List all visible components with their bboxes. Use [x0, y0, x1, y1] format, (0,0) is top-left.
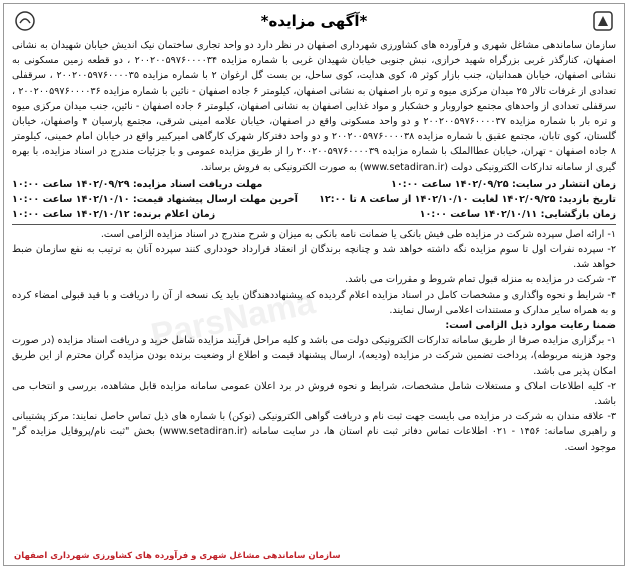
doc-deadline: مهلت دریافت اسناد مزایده: ۱۴۰۲/۰۹/۲۹ ساعت ۱۰:۰۰	[12, 178, 263, 190]
body-paragraph: سازمان ساماندهی مشاغل شهری و فرآورده های کشاورزی شهرداری اصفهان در نظر دارد دو واحد تجاری ساختمان نیک اندیش خیابان شهیدان به نشانی اصفهان، کنارگذر غربی بزرگراه شهید خرازی، نبش جنوبی خیابان شهیدان غربی با شماره مزایده ۲۰۰۲۰۰۵۹۷۶۰۰۰۰۳۴ ، دو قطعه زمین مسکونی به نشانی اصفهان، خیابان همدانیان، جنب بازار کوثر ۵، کوی هدایت، کوی ساحل، بن بست گل ارغوان ۲ با شماره مزایده ۲۰۰۲۰۰۵۹۷۶۰۰۰۰۳۵ ، سرقفلی تعدادی از غرفات تالار ۲۵ میدان مرکزی میوه و تره بار اصفهان به نشانی اصفهان، کیلومتر ۶ جاده اصفهان - نائین با شماره مزایده ۲۰۰۲۰۰۵۹۷۶۰۰۰۰۳۶ ، سرقفلی تعدادی از واحدهای مجتمع خواروبار و خشکبار و مواد غذایی اصفهان به نشانی اصفهان، کیلومتر ۶ جاده اصفهان - نائین، جنب میدان مرکزی میوه و تره بار با شماره مزایده ۲۰۰۲۰۰۵۹۷۶۰۰۰۰۳۷ و دو واحد مسکونی واقع در اصفهان، خیابان علامه امینی شرقی، مجتمع پارسیان ۴ واصفهان، خیابان گلستان، کوی تابان، مجتمع عقیق با شماره مزایده ۲۰۰۲۰۰۵۹۷۶۰۰۰۰۳۸ و دو واحد دفترکار شهرک کارگاهی امیرکبیر واقع در خیابان امام خمینی، کیلومتر ۸ جاده اصفهان - تهران، خیابان عطاالملک با شماره مزایده ۲۰۰۲۰۰۵۹۷۶۰۰۰۰۳۹ را از طریق مزایده عمومی و با جزئیات مندرج در اسناد مزایده، با بهره گیری از سامانه تدارکات الکترونیکی دولت (www.setadiran.ir) به صورت الکترونیکی به فروش برساند.	[12, 40, 617, 173]
offer-deadline: آخرین مهلت ارسال پیشنهاد قیمت: ۱۴۰۲/۱۰/۱۰ ساعت ۱۰:۰۰	[12, 193, 298, 205]
publish-date: زمان انتشار در سایت: ۱۴۰۲/۰۹/۲۵ ساعت ۱۰:۰۰	[391, 178, 616, 190]
note-item: ۲- کلیه اطلاعات املاک و مستغلات شامل مشخصات، شرایط و نحوه فروش در برد اعلان عمومی سامانه مزایده قابل مشاهده، بررسی و انتخاب می باشد.	[12, 380, 616, 408]
notes-heading: ضمنا رعایت موارد ذیل الزامی است:	[445, 320, 616, 332]
note-item: ۱- ارائه اصل سپرده شرکت در مزایده طی فیش بانکی یا ضمانت نامه بانکی به میزان و شرح مندرج در اسناد مزایده الزامی است.	[100, 228, 616, 240]
announce-date: زمان اعلام برنده: ۱۴۰۲/۱۰/۱۲ ساعت ۱۰:۰۰	[12, 208, 216, 220]
note-item: ۴- شرایط و نحوه واگذاری و مشخصات کامل در اسناد مزایده اعلام گردیده که پیشنهاددهندگان باید یک نسخه از آن را دریافت و با قید قبولی امضاء کرده و به همراه سایر مدارک و مستندات اعلامی ارسال نمایند.	[12, 289, 616, 316]
municipality-logo-icon	[592, 10, 614, 32]
footer-signature: سازمان ساماندهی مشاغل شهری و فرآورده های کشاورزی شهرداری اصفهان	[14, 551, 341, 561]
note-item: ۲- سپرده نفرات اول تا سوم مزایده نگه داشته خواهد شد و چنانچه برندگان از انعقاد قرارداد خودداری کنند سپرده آنان به ترتیب به نفع سازمان ضبط خواهد شد.	[12, 244, 616, 271]
notice-header	[8, 6, 620, 36]
notice-title: *آگهی مزایده*	[260, 12, 368, 30]
organization-logo-icon	[14, 10, 36, 32]
note-item: ۳- شرکت در مزایده به منزله قبول تمام شروط و مقررات می باشد.	[345, 274, 616, 286]
note-item: ۱- برگزاری مزایده صرفا از طریق سامانه تدارکات الکترونیکی دولت می باشد و کلیه مراحل فرآیند مزایده شامل خرید و دریافت اسناد مزایده (در صورت وجود هزینه مربوطه)، پرداخت تضمین شرکت در مزایده (ودیعه)، ارسال پیشنهاد قیمت و اطلاع از وضعیت برنده بودن مزایده گران محترم از این طریق امکان پذیر می باشد.	[12, 335, 616, 377]
note-item: ۳- علاقه مندان به شرکت در مزایده می بایست جهت ثبت نام و دریافت گواهی الکترونیکی (توکن) با شماره های ذیل تماس حاصل نمایند: مرکز پشتیبانی و راهبری سامانه: ۱۴۵۶ - ۰۲۱ اطلاعات تماس دفاتر ثبت نام استان ها، در سایت سامانه (www.setadiran.ir) بخش "ثبت نام/پروفایل مزایده گر" موجود است.	[12, 411, 616, 453]
opening-date: زمان بازگشایی: ۱۴۰۲/۱۰/۱۱ ساعت ۱۰:۰۰	[419, 208, 616, 220]
visit-date: تاریخ بازدید: ۱۴۰۲/۰۹/۲۵ لغایت ۱۴۰۲/۱۰/۱۰ از ساعت ۸ تا ۱۲:۰۰	[319, 193, 616, 205]
watermark: ParsNama	[147, 283, 319, 355]
page-border	[3, 3, 625, 566]
